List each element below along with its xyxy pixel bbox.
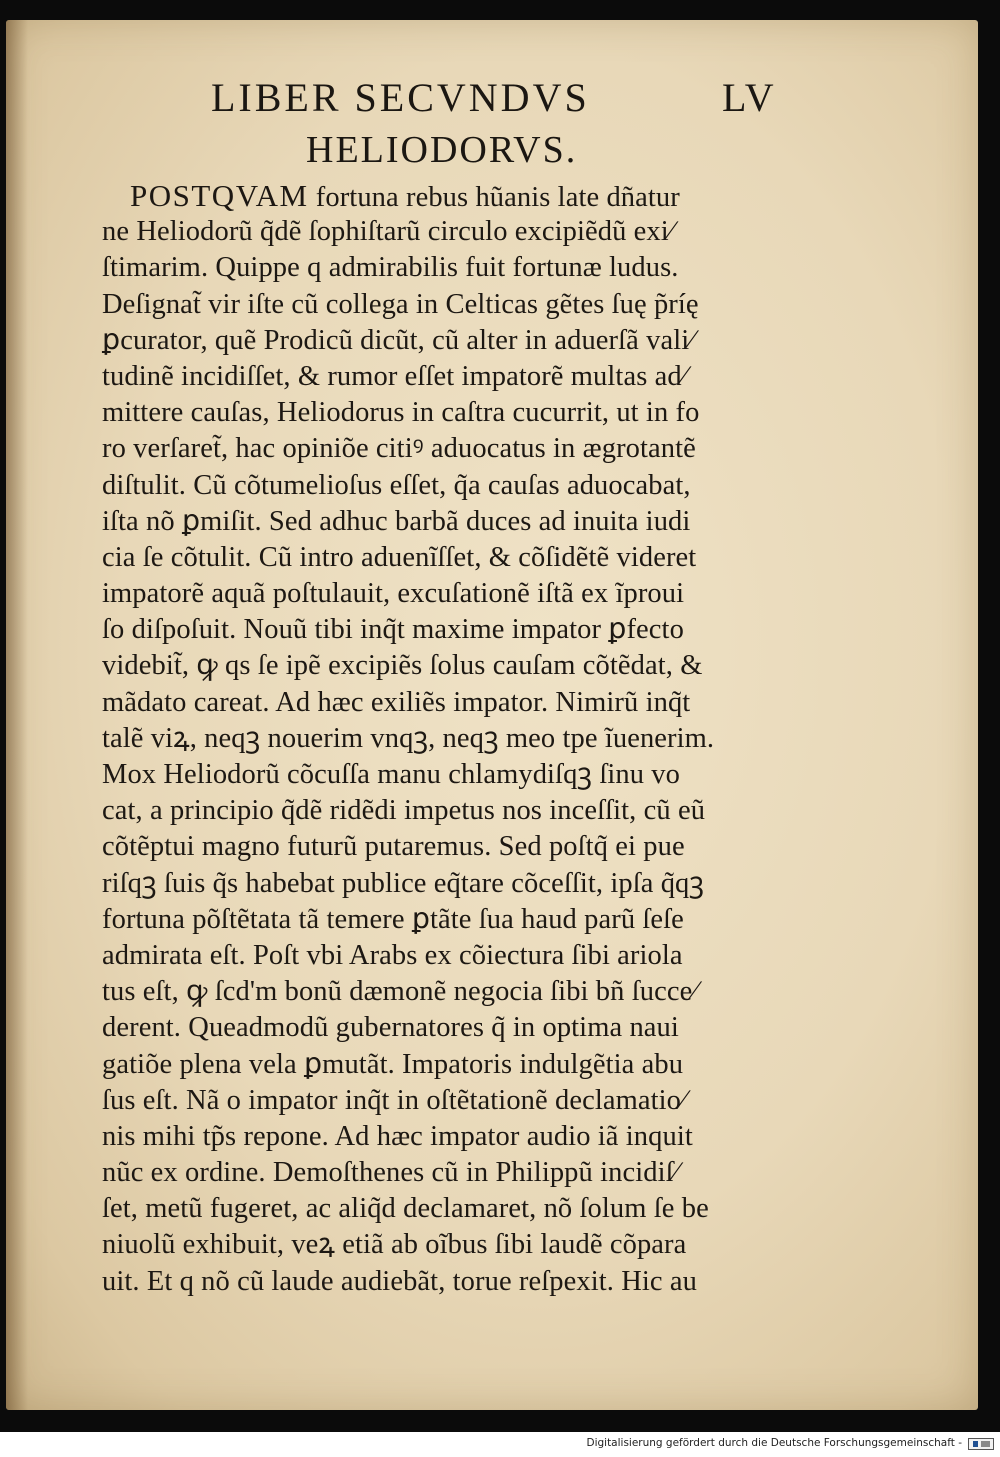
text-line: mittere cauſas, Heliodorus in caſtra cucurrit, ut in fo xyxy=(102,397,700,429)
dfg-logo-icon xyxy=(968,1438,994,1450)
text-line: ſtimarim. Quippe q admirabilis fuit fortunæ ludus. xyxy=(102,252,679,284)
text-line: ſo diſpoſuit. Nouũ tibi inq̃t maxime impator ꝑfecto xyxy=(102,614,684,646)
text-line: admirata eſt. Poſt vbi Arabs ex cõiectura ſibi ariola xyxy=(102,939,683,971)
text-line: cia ſe cõtulit. Cũ intro aduenĩſſet, & cõſidẽtẽ videret xyxy=(102,541,697,573)
text-line: gatiõe plena vela ꝑmutãt. Impatoris indulgẽtia abu xyxy=(102,1048,684,1080)
text-line: niuolũ exhibuit, veꝝ etiã ab oĩbus ſibi laudẽ cõpara xyxy=(102,1229,687,1261)
text-line: ne Heliodorũ q̃dẽ ſophiſtarũ circulo excipiẽdũ exi∕ xyxy=(102,216,674,248)
text-line: nis mihi tp̃s repone. Ad hæc impator audio iã inquit xyxy=(102,1120,693,1152)
text-line xyxy=(102,178,814,214)
text-line: riſqꝫ ſuis q̃s habebat publice eq̃tare cõceſſit, ipſa q̃qꝫ xyxy=(102,867,705,899)
running-title: LIBER SECVNDVS xyxy=(211,75,590,120)
text-line: diſtulit. Cũ cõtumelioſus eſſet, q̃a cauſas aduocabat, xyxy=(102,469,691,501)
text-line: ſet, metũ fugeret, ac aliq̃d declamaret, nõ ſolum ſe be xyxy=(102,1193,709,1225)
opening-word: POSTQVAM xyxy=(130,178,309,213)
text-line: derent. Queadmodũ gubernatores q̃ in optima naui xyxy=(102,1012,679,1044)
text-line: cat, a principio q̃dẽ ridẽdi impetus nos inceſſit, cũ eũ xyxy=(102,795,706,827)
page-gutter-shadow xyxy=(6,20,28,1410)
text-line: ro verſaret̃, hac opiniõe citiꝰ aduocatus in ægrotantẽ xyxy=(102,433,696,465)
text-line: cõtẽptui magno futurũ putaremus. Sed poſtq̃ ei pue xyxy=(102,831,685,863)
text-line: nũc ex ordine. Demoſthenes cũ in Philippũ incidiſ∕ xyxy=(102,1157,679,1189)
text-line: mãdato careat. Ad hæc exiliẽs impator. Nimirũ inq̃t xyxy=(102,686,691,718)
text-line: ꝑcurator, quẽ Prodicũ dicũt, cũ alter in aduerſã vali∕ xyxy=(102,324,695,356)
book-page xyxy=(6,20,978,1410)
text-line: Mox Heliodorũ cõcuſſa manu chlamydiſqꝫ ſinu vo xyxy=(102,759,680,790)
text-line: talẽ viꝝ, neqꝫ nouerim vnqꝫ, neqꝫ meo tpe ĩuenerim. xyxy=(102,722,715,754)
text-line: Deſignat̃ vir iſte cũ collega in Celticas gẽtes ſuę p̃ríę xyxy=(102,288,699,320)
text-line: videbit̃, ꝙ qs ſe ipẽ excipiẽs ſolus cauſam cõtẽdat, & xyxy=(102,650,703,682)
body-text xyxy=(102,178,814,1300)
text-line: tus eſt, ꝙ ſcd'm bonũ dæmonẽ negocia ſibi bñ ſucce∕ xyxy=(102,976,698,1008)
digitization-credit: Digitalisierung gefördert durch die Deutsche Forschungsgemeinschaft - xyxy=(586,1437,962,1449)
section-heading: HELIODORVS. xyxy=(306,129,578,171)
text-line-content: fortuna rebus hũanis late dñatur xyxy=(308,182,680,213)
text-line: iſta nõ ꝑmiſit. Sed adhuc barbã duces ad inuita iudi xyxy=(102,505,691,537)
text-line: tudinẽ incidiſſet, & rumor eſſet impatorẽ multas ad∕ xyxy=(102,360,687,392)
text-line: ſus eſt. Nã o impator inq̃t in oſtẽtationẽ declamatio∕ xyxy=(102,1084,686,1116)
text-line: fortuna põſtẽtata tã temere ꝑtãte ſua haud parũ ſeſe xyxy=(102,903,684,935)
folio-number: LV xyxy=(722,75,776,120)
text-line: uit. Et q nõ cũ laude audiebãt, torue reſpexit. Hic au xyxy=(102,1265,697,1297)
text-line: impatorẽ aquã poſtulauit, excuſationẽ iſtã ex ĩproui xyxy=(102,578,685,610)
